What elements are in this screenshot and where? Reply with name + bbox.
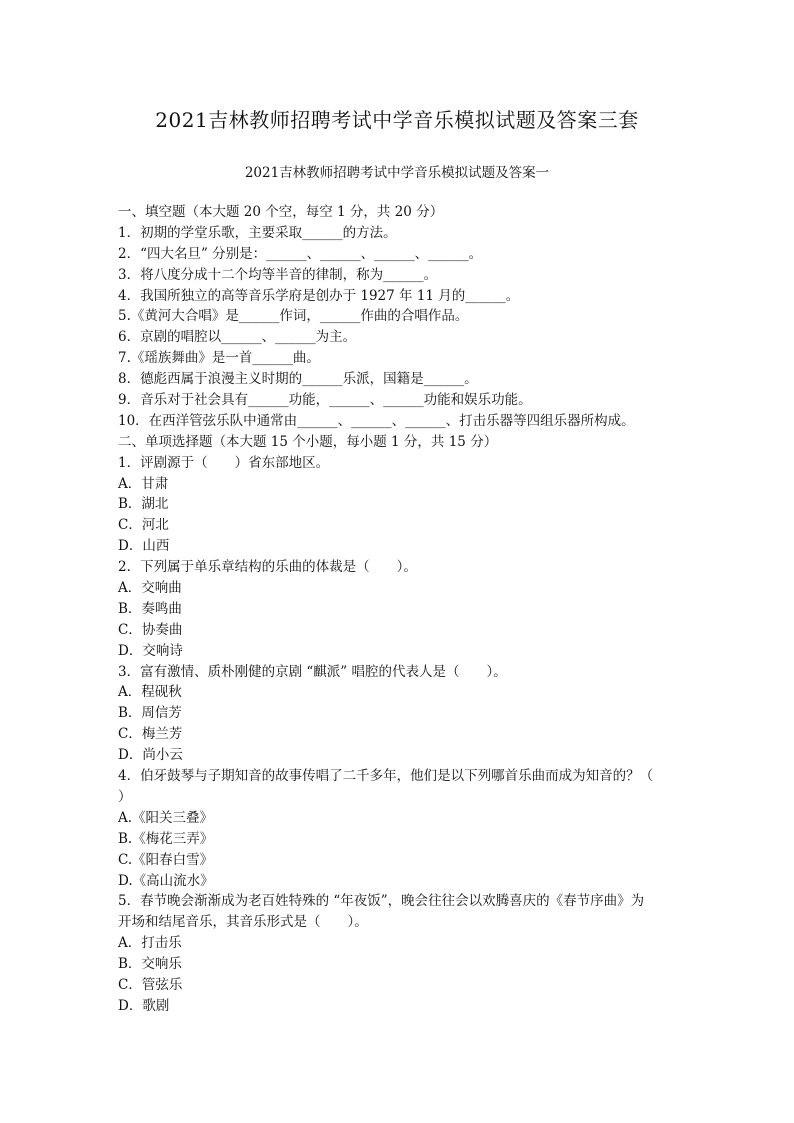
section-heading-single-choice: 二、单项选择题（本大题 15 个小题，每小题 1 分，共 15 分） <box>118 433 498 450</box>
option-line: B.《梅花三弄》 <box>118 830 214 847</box>
question-line: 1．初期的学堂乐歌，主要采取______的方法。 <box>118 224 397 241</box>
question-line: 1．评剧源于（ ）省东部地区。 <box>118 454 330 471</box>
question-line: 2．下列属于单乐章结构的乐曲的体裁是（ ）。 <box>118 559 417 576</box>
question-line: 3．将八度分成十二个均等半音的律制，称为______。 <box>118 266 438 283</box>
option-line: C．梅兰芳 <box>118 726 183 743</box>
section-heading-fill-blank: 一、填空题（本大题 20 个空，每空 1 分，共 20 分） <box>118 204 444 220</box>
option-line: D．交响诗 <box>118 642 183 659</box>
question-line: 5.《黄河大合唱》是______作词，______作曲的合唱作品。 <box>118 308 469 325</box>
document-body <box>118 202 678 1017</box>
option-line: B．交响乐 <box>118 956 182 973</box>
question-line-continued: ） <box>118 788 132 805</box>
question-line: 10．在西洋管弦乐队中通常由______、______、______、打击乐器等四组乐器所构成。 <box>118 412 635 429</box>
question-line: 4．我国所独立的高等音乐学府是创办于 1927 年 11 月的______。 <box>118 287 520 304</box>
option-line: D．山西 <box>118 538 170 555</box>
option-line: A.《阳关三叠》 <box>118 809 214 826</box>
option-line: B．奏鸣曲 <box>118 600 182 617</box>
option-line: A．交响曲 <box>118 580 182 597</box>
option-line: A．甘肃 <box>118 475 169 492</box>
question-line-continued: 开场和结尾音乐，其音乐形式是（ ）。 <box>118 914 368 931</box>
option-line: D.《高山流水》 <box>118 872 214 889</box>
option-line: C.《阳春白雪》 <box>118 851 214 868</box>
option-line: D．歌剧 <box>118 997 170 1014</box>
question-line: 3．富有激情、质朴刚健的京剧 “麒派” 唱腔的代表人是（ ）。 <box>118 663 507 680</box>
option-line: C．协奏曲 <box>118 621 183 638</box>
option-line: A．打击乐 <box>118 935 182 952</box>
document-subtitle: 2021吉林教师招聘考试中学音乐模拟试题及答案一 <box>244 165 550 181</box>
option-line: D．尚小云 <box>118 747 183 764</box>
question-line: 2．“四大名旦” 分别是：______、______、______、______。 <box>118 245 483 262</box>
option-line: C．河北 <box>118 517 169 534</box>
question-line: 6．京剧的唱腔以______、______为主。 <box>118 329 357 346</box>
question-line: 8．德彪西属于浪漫主义时期的______乐派，国籍是______。 <box>118 371 478 388</box>
option-line: B．湖北 <box>118 496 169 513</box>
document-title: 2021吉林教师招聘考试中学音乐模拟试题及答案三套 <box>155 108 639 132</box>
question-line: 5．春节晚会渐渐成为老百姓特殊的 “年夜饭”，晚会往往会以欢腾喜庆的《春节序曲》为 <box>118 893 645 910</box>
question-line: 4．伯牙鼓琴与子期知音的故事传唱了二千多年，他们是以下列哪首乐曲而成为知音的？（ <box>118 768 654 785</box>
question-line: 7.《瑶族舞曲》是一首______曲。 <box>118 350 320 367</box>
option-line: C．管弦乐 <box>118 976 183 993</box>
option-line: B．周信芳 <box>118 705 182 722</box>
question-line: 9．音乐对于社会具有______功能，______、______功能和娱乐功能。 <box>118 392 532 409</box>
option-line: A．程砚秋 <box>118 684 182 701</box>
